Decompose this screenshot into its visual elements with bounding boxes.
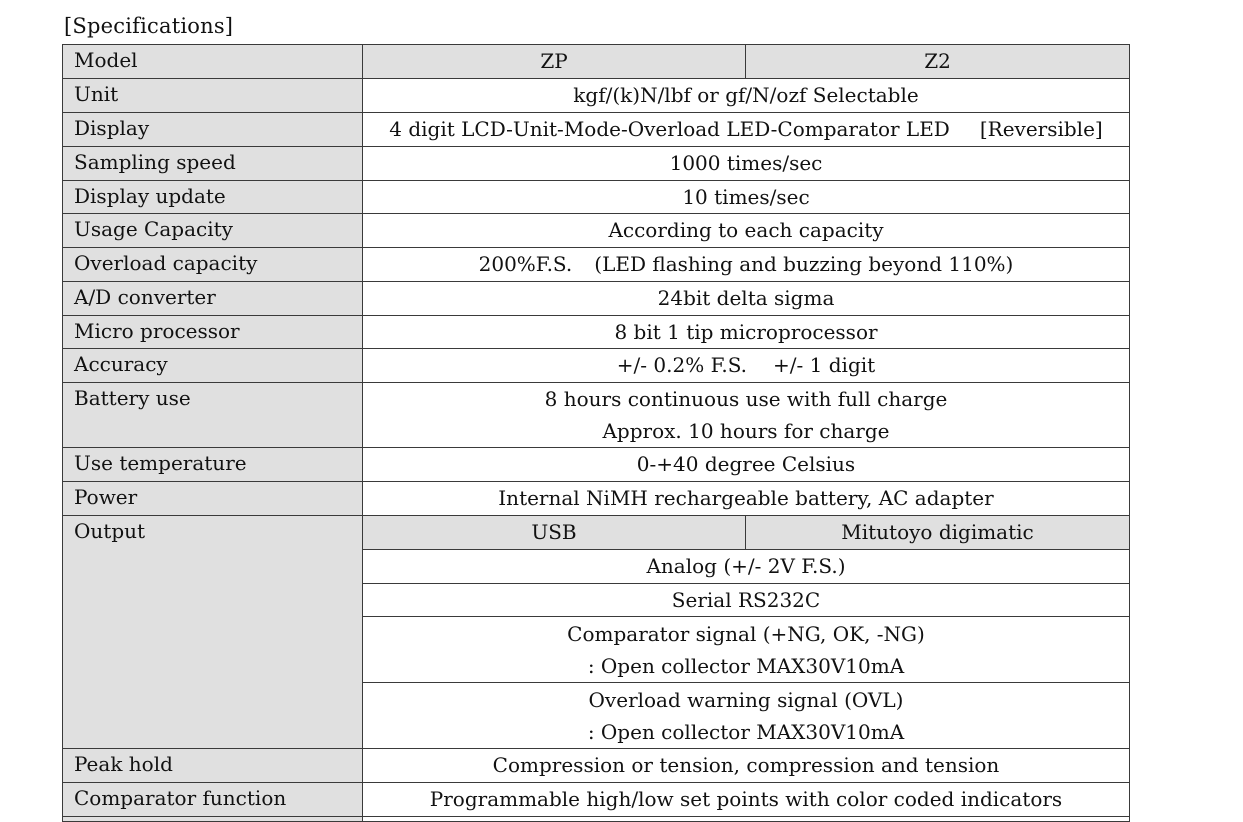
- row-display: [63, 113, 1130, 147]
- temperature-value: 0-+40 degree Celsius: [363, 448, 1130, 482]
- row-sampling: [63, 147, 1130, 181]
- accuracy-note: +/- 1 digit: [773, 353, 876, 377]
- row-accuracy: [63, 349, 1130, 383]
- accuracy-value: +/- 0.2% F.S.: [616, 353, 748, 377]
- overload-value: 200%F.S.: [478, 252, 573, 276]
- output-digimatic: Mitutoyo digimatic: [746, 516, 1130, 550]
- row-battery: [63, 383, 1130, 448]
- peak-label: Peak hold: [63, 749, 363, 783]
- micro-label: Micro processor: [63, 316, 363, 349]
- adc-value: 24bit delta sigma: [363, 282, 1130, 316]
- display-note: [Reversible]: [979, 117, 1103, 141]
- output-comparator-line-1: Comparator signal (+NG, OK, -NG): [567, 621, 925, 646]
- comparator-function-value: Programmable high/low set points with color coded indicators: [363, 783, 1130, 817]
- adc-label: A/D converter: [63, 282, 363, 316]
- peak-value: Compression or tension, compression and tension: [363, 749, 1130, 783]
- row-output: [63, 516, 1130, 550]
- unit-label: Unit: [63, 79, 363, 113]
- output-comparator-cell: [363, 617, 1130, 683]
- sampling-label: Sampling speed: [63, 147, 363, 181]
- row-overload: [63, 248, 1130, 282]
- usage-value: According to each capacity: [363, 214, 1130, 248]
- overload-value-cell: [363, 248, 1130, 282]
- display-value-cell: [363, 113, 1130, 147]
- battery-line-1: 8 hours continuous use with full charge: [544, 387, 948, 411]
- update-label: Display update: [63, 181, 363, 214]
- model-zp: ZP: [363, 45, 746, 79]
- display-value: 4 digit LCD-Unit-Mode-Overload LED-Comparator LED: [389, 117, 950, 141]
- overload-label: Overload capacity: [63, 248, 363, 282]
- usage-label: Usage Capacity: [63, 214, 363, 248]
- battery-label: Battery use: [63, 383, 363, 448]
- row-unit: [63, 79, 1130, 113]
- output-ovl-cell: [363, 683, 1130, 749]
- power-label: Power: [63, 482, 363, 516]
- battery-line-2: Approx. 10 hours for charge: [602, 419, 890, 443]
- temperature-label: Use temperature: [63, 448, 363, 482]
- overload-note: (LED flashing and buzzing beyond 110%): [594, 252, 1014, 276]
- cutoff-value: [363, 817, 1130, 822]
- output-ovl-line-1: Overload warning signal (OVL): [588, 687, 904, 712]
- row-usage: [63, 214, 1130, 248]
- row-adc: [63, 282, 1130, 316]
- power-value: Internal NiMH rechargeable battery, AC adapter: [363, 482, 1130, 516]
- battery-value-cell: [363, 383, 1130, 448]
- display-label: Display: [63, 113, 363, 147]
- sampling-value: 1000 times/sec: [363, 147, 1130, 181]
- accuracy-label: Accuracy: [63, 349, 363, 383]
- unit-value: kgf/(k)N/lbf or gf/N/ozf Selectable: [363, 79, 1130, 113]
- output-ovl-line-2: : Open collector MAX30V10mA: [587, 719, 905, 744]
- specifications-heading: [Specifications]: [64, 14, 234, 38]
- row-comparator-function: [63, 783, 1130, 817]
- cutoff-label: [63, 817, 363, 822]
- row-micro: [63, 316, 1130, 349]
- specifications-table: [62, 44, 1130, 822]
- output-usb: USB: [363, 516, 746, 550]
- output-serial: Serial RS232C: [363, 584, 1130, 617]
- model-label: Model: [63, 45, 363, 79]
- row-cutoff: [63, 817, 1130, 822]
- output-analog: Analog (+/- 2V F.S.): [363, 550, 1130, 584]
- accuracy-value-cell: [363, 349, 1130, 383]
- output-label: Output: [63, 516, 363, 749]
- row-power: [63, 482, 1130, 516]
- model-z2: Z2: [746, 45, 1130, 79]
- row-update: [63, 181, 1130, 214]
- comparator-function-label: Comparator function: [63, 783, 363, 817]
- output-comparator-line-2: : Open collector MAX30V10mA: [587, 653, 905, 678]
- row-peak: [63, 749, 1130, 783]
- row-model: [63, 45, 1130, 79]
- row-temperature: [63, 448, 1130, 482]
- update-value: 10 times/sec: [363, 181, 1130, 214]
- micro-value: 8 bit 1 tip microprocessor: [363, 316, 1130, 349]
